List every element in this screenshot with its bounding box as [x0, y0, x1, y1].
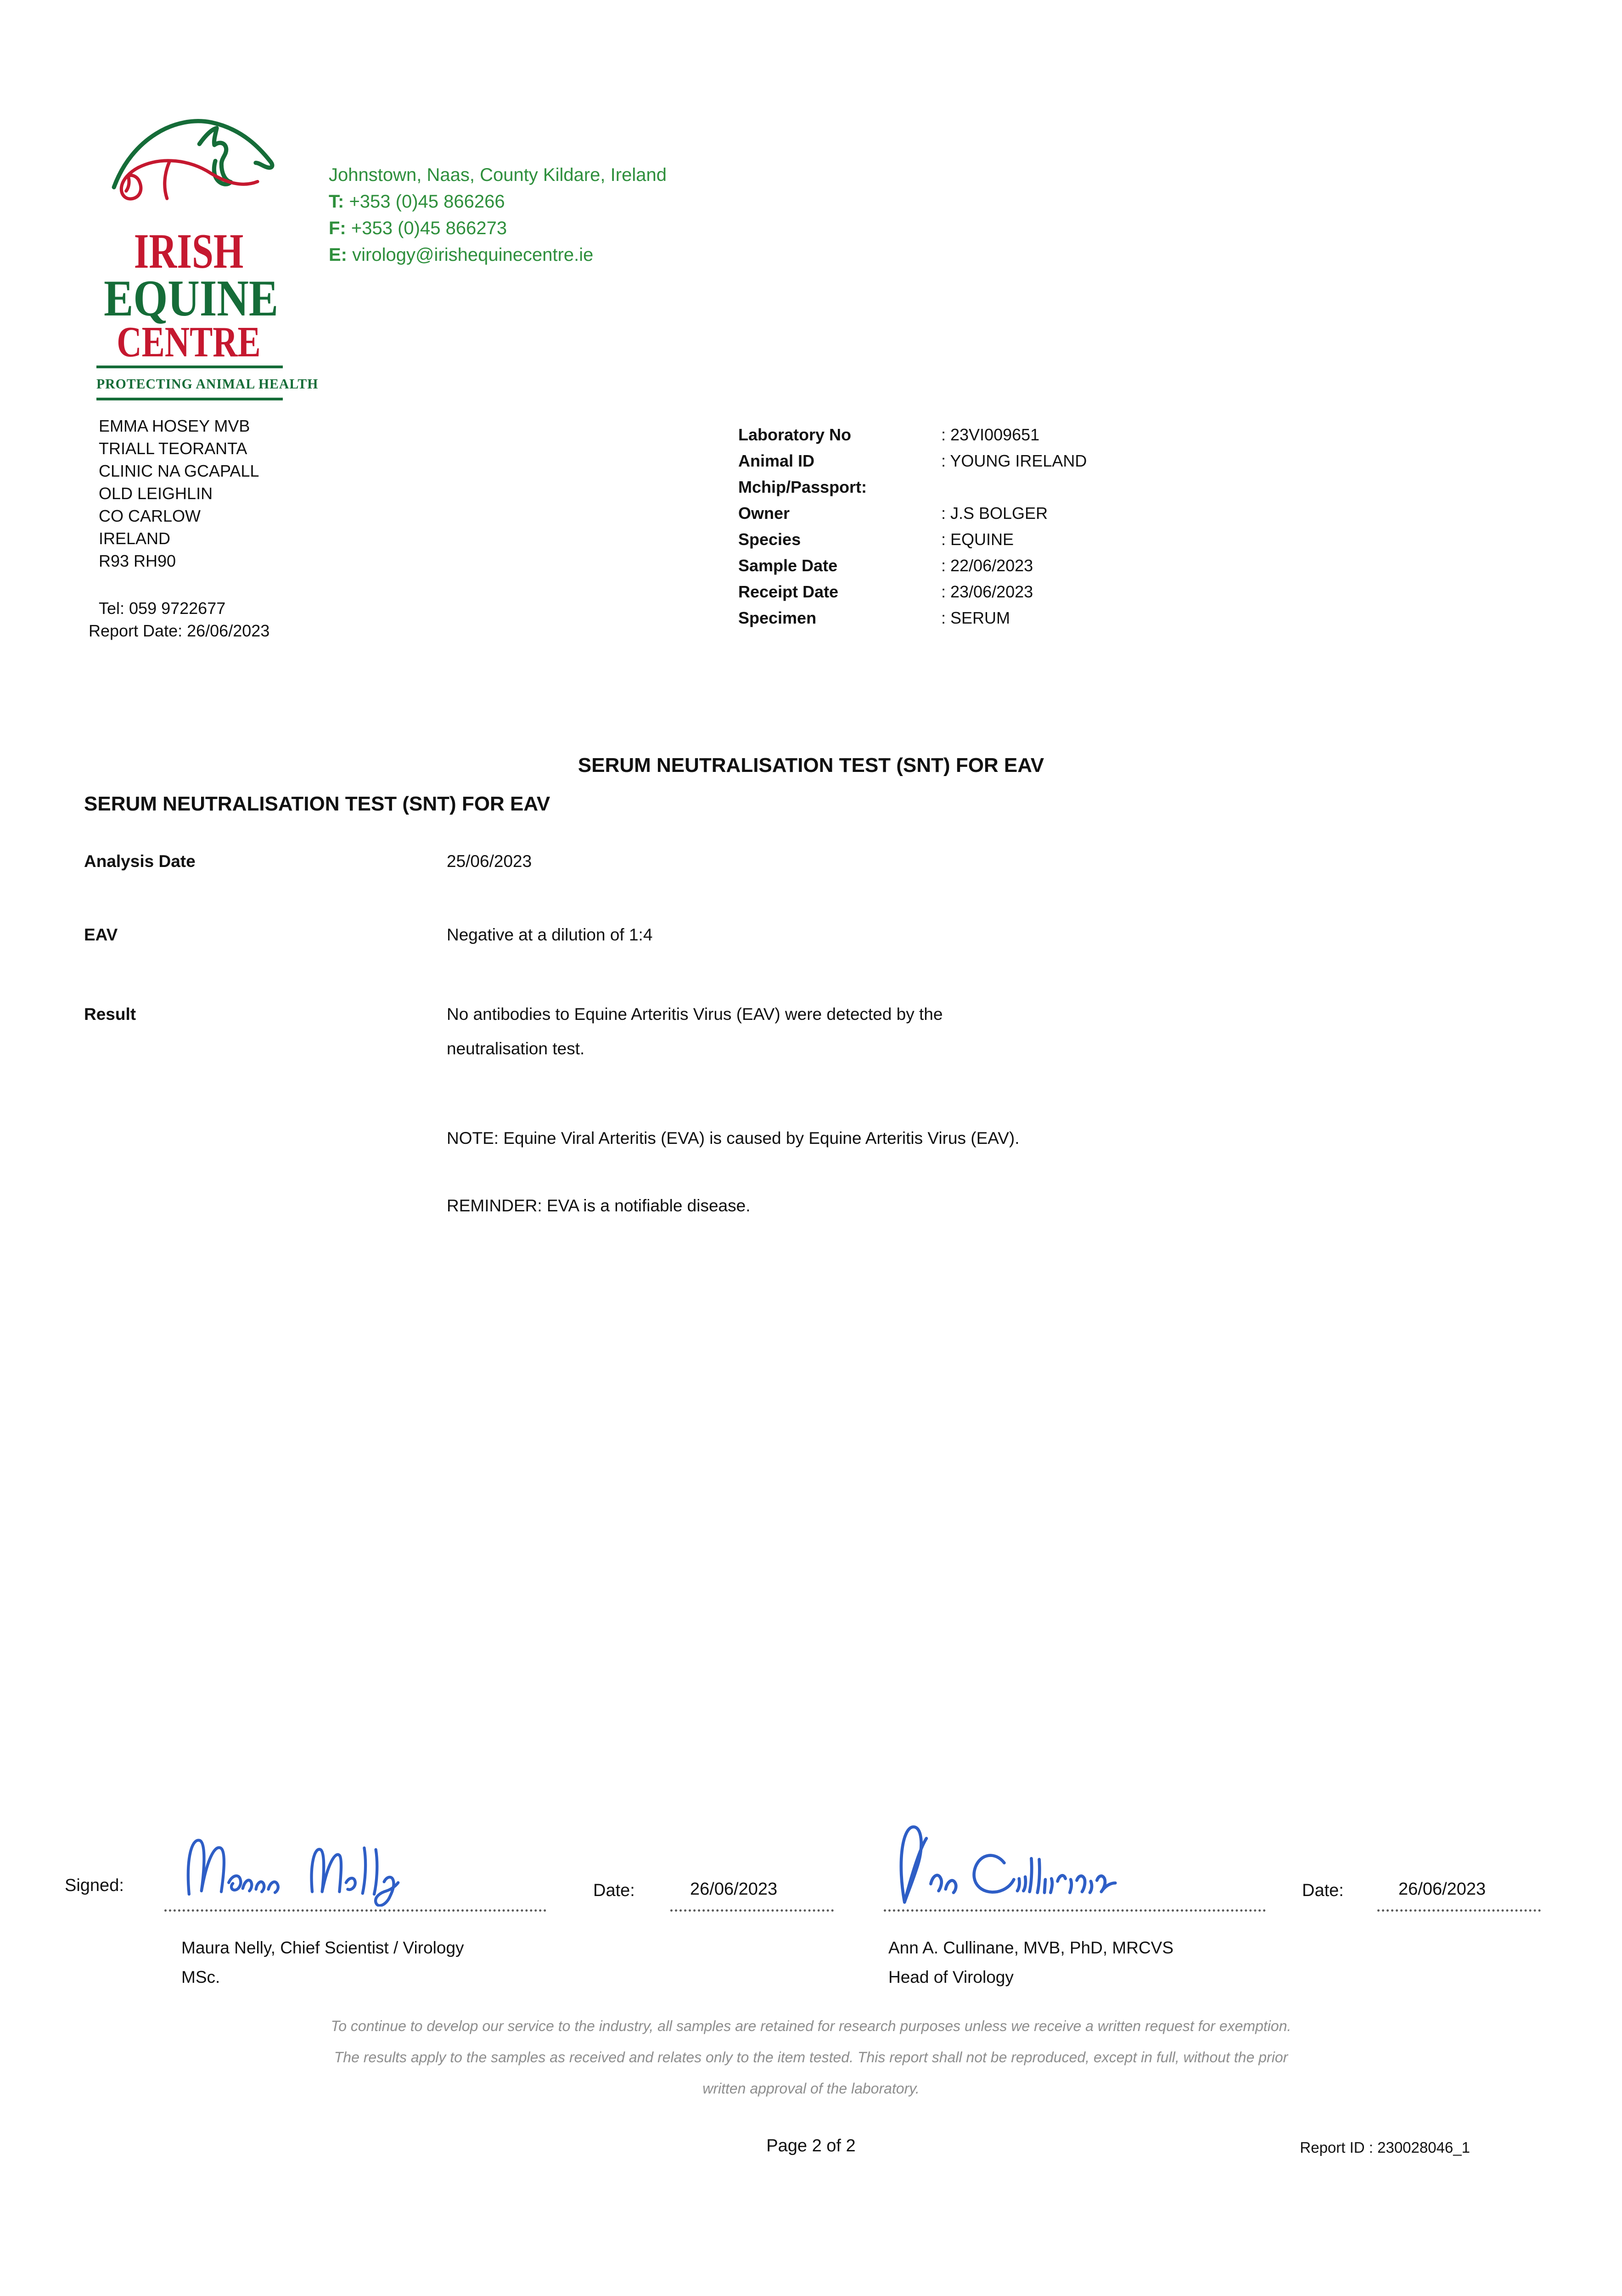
report-date: Report Date: 26/06/2023	[89, 621, 270, 640]
fax-number: +353 (0)45 866273	[346, 218, 507, 238]
disclaimer-line: The results apply to the samples as received and relates only to the item tested. This report shall not be reproduced, except in full, without the prior	[334, 2049, 1288, 2065]
sample-value: : 23/06/2023	[941, 582, 1033, 601]
recipient-line: OLD LEIGHLIN	[99, 484, 213, 503]
red-horse-outline	[138, 161, 258, 184]
ann-cullinane-signature	[884, 1815, 1205, 1907]
logo-word-equine: EQUINE	[104, 270, 279, 327]
signer-right-details	[888, 1933, 1173, 1992]
sample-value: : EQUINE	[941, 530, 1014, 549]
logo-word-irish: IRISH	[134, 224, 244, 279]
signature-line-right	[884, 1909, 1266, 1912]
signed-label: Signed:	[65, 1876, 124, 1895]
signer-left-name: Maura Nelly, Chief Scientist / Virology	[181, 1938, 464, 1957]
sample-label: Mchip/Passport:	[738, 478, 867, 496]
field-label: Result	[84, 1005, 136, 1024]
report-id: Report ID : 230028046_1	[1300, 2139, 1470, 2156]
signer-left-details	[181, 1933, 464, 1992]
date-value-left: 26/06/2023	[690, 1880, 778, 1899]
sample-label: Specimen	[738, 608, 817, 627]
phone-label: T:	[329, 191, 344, 212]
disclaimer-line: written approval of the laboratory.	[702, 2080, 920, 2097]
sample-value: : 22/06/2023	[941, 556, 1033, 575]
date-line-right	[1377, 1909, 1541, 1912]
disclaimer	[0, 2010, 1622, 2104]
signer-right-name: Ann A. Cullinane, MVB, PhD, MRCVS	[888, 1938, 1174, 1957]
logo-tagline: PROTECTING ANIMAL HEALTH	[96, 376, 319, 392]
logo-wordmark	[90, 224, 287, 366]
report-body	[84, 793, 1333, 1223]
contact-email-line	[329, 242, 667, 268]
recipient-line: EMMA HOSEY MVB	[99, 416, 250, 435]
recipient-line: CLINIC NA GCAPALL	[99, 461, 259, 480]
contact-fax-line	[329, 215, 667, 242]
sample-row	[738, 474, 1087, 500]
red-horse-head-outline	[121, 168, 140, 199]
contact-address: Johnstown, Naas, County Kildare, Ireland	[329, 165, 667, 185]
field-label: Analysis Date	[84, 852, 196, 871]
sample-value: : 23VI009651	[941, 425, 1040, 444]
recipient-tel: Tel: 059 9722677	[99, 599, 226, 618]
sample-value: : YOUNG IRELAND	[941, 451, 1087, 470]
recipient-line: CO CARLOW	[99, 506, 201, 525]
field-value: 25/06/2023	[447, 852, 532, 871]
date-label-right: Date:	[1302, 1881, 1344, 1900]
contact-block	[329, 162, 667, 268]
report-title: SERUM NEUTRALISATION TEST (SNT) FOR EAV	[578, 754, 1044, 777]
sample-row	[738, 605, 1087, 631]
recipient-line: R93 RH90	[99, 551, 176, 570]
sample-value: : SERUM	[941, 608, 1010, 627]
phone-number: +353 (0)45 866266	[344, 191, 505, 212]
date-label-left: Date:	[593, 1881, 635, 1900]
sample-row	[738, 552, 1087, 579]
field-row-eav	[84, 917, 1333, 952]
note-paragraph: NOTE: Equine Viral Arteritis (EVA) is caused by Equine Arteritis Virus (EAV).	[447, 1129, 1020, 1148]
sample-details	[738, 422, 1087, 631]
sample-label: Sample Date	[738, 556, 838, 575]
horse-logo	[109, 88, 278, 235]
sample-label: Animal ID	[738, 451, 815, 470]
sample-label: Owner	[738, 504, 790, 523]
section-heading: SERUM NEUTRALISATION TEST (SNT) FOR EAV	[84, 793, 550, 815]
recipient-line: TRIALL TEORANTA	[99, 439, 247, 458]
signature-line-left	[164, 1909, 546, 1912]
sample-label: Species	[738, 530, 801, 549]
maura-nelly-signature	[163, 1824, 503, 1907]
fax-label: F:	[329, 218, 346, 238]
sample-row	[738, 579, 1087, 605]
signer-left-title: MSc.	[181, 1968, 220, 1986]
date-line-left	[670, 1909, 834, 1912]
date-value-right: 26/06/2023	[1398, 1880, 1486, 1899]
sample-row	[738, 422, 1087, 448]
field-label: EAV	[84, 925, 118, 944]
reminder-paragraph: REMINDER: EVA is a notifiable disease.	[447, 1196, 751, 1215]
sample-row	[738, 526, 1087, 552]
sample-row	[738, 448, 1087, 474]
recipient-block	[89, 415, 269, 642]
red-horse-neck-line	[165, 162, 169, 199]
signer-right-title: Head of Virology	[888, 1968, 1014, 1986]
sample-value: : J.S BOLGER	[941, 504, 1048, 523]
email-label: E:	[329, 245, 347, 265]
field-row-analysis-date	[84, 844, 1333, 878]
logo-word-centre: CENTRE	[117, 318, 261, 366]
disclaimer-line: To continue to develop our service to the industry, all samples are retained for research purposes unless we receive a written request for exemption.	[331, 2018, 1291, 2034]
recipient-line: IRELAND	[99, 529, 171, 548]
email-address: virology@irishequinecentre.ie	[347, 245, 594, 265]
logo-tagline-box	[96, 366, 319, 400]
field-value: Negative at a dilution of 1:4	[447, 925, 653, 944]
sample-label: Receipt Date	[738, 582, 839, 601]
page-number: Page 2 of 2	[766, 2136, 856, 2155]
field-row-result	[84, 997, 1333, 1066]
sample-label: Laboratory No	[738, 425, 852, 444]
contact-phone-line	[329, 188, 667, 215]
sample-row	[738, 500, 1087, 526]
field-value: No antibodies to Equine Arteritis Virus (EAV) were detected by the neutralisation test.	[447, 1005, 943, 1058]
